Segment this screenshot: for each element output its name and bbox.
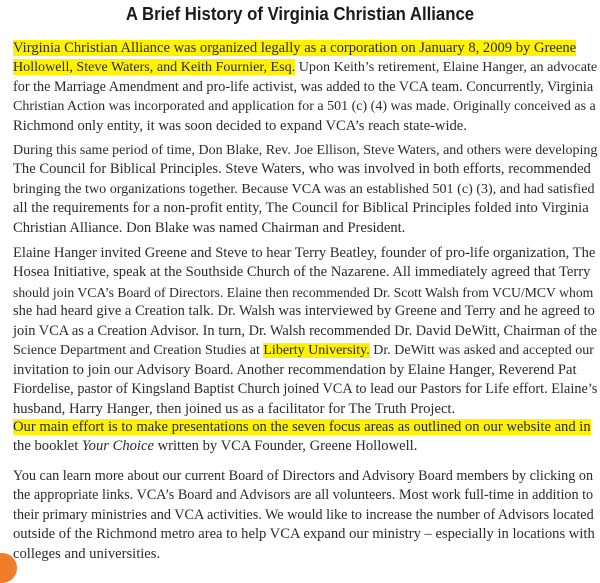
text-line: Christian Action was incorporated and application for a 501 (c) (4) was made. Originally conceived as a <box>13 99 596 115</box>
text-line: all the requirements for a non-profit entity, The Council for Biblical Principles folded into Virginia <box>13 200 589 217</box>
text-line: outside of the Richmond metro area to help VCA expand our ministry – especially in locations with <box>13 526 595 543</box>
text-line: bringing the two organizations together. Because VCA was an established 501 (c) (3), and had satisfied <box>13 180 595 197</box>
text-line: invitation to join our Advisory Board. Another recommendation by Elaine Hanger, Reverend Pat <box>13 361 577 378</box>
page-title: A Brief History of Virginia Christian Alliance <box>125 4 475 24</box>
text-line: You can learn more about our current Board of Directors and Advisory Board members by clicking on <box>13 468 594 484</box>
booklet-title: Your Choice <box>81 438 154 455</box>
paragraph-board <box>13 244 597 419</box>
text-span: the booklet <box>13 438 82 455</box>
text-line <box>13 39 597 58</box>
text-span: Dr. DeWitt was asked and accepted our <box>369 343 594 359</box>
text-line <box>13 418 597 437</box>
text-span: written by VCA Founder, Greene Hollowell. <box>153 438 418 455</box>
text-line <box>13 437 597 456</box>
text-line: the appropriate links. VCA’s Board and Advisors are all volunteers. Most work full-time in addition to <box>13 487 594 504</box>
text-line: During this same period of time, Don Blake, Rev. Joe Ellison, Steve Waters, and others were developing <box>13 143 598 158</box>
text-line: Elaine Hanger invited Greene and Steve to hear Terry Beatley, founder of pro-life organization, The <box>13 245 596 261</box>
text-line <box>13 341 597 360</box>
text-line: The Council for Biblical Principles. Steve Waters, who was involved in both efforts, recommended <box>13 161 591 178</box>
paragraph-council <box>13 141 597 238</box>
paragraph-founding <box>13 39 597 136</box>
text-span: Upon Keith’s retirement, Elaine Hanger, an advocate <box>295 59 598 76</box>
text-line: Fiordelise, pastor of Kingsland Baptist Church joined VCA to lead our Pastors for Life effort. Elaine’s <box>13 381 598 398</box>
text-line: should join VCA’s Board of Directors. Elaine then recommended Dr. Scott Walsh from VCU/MCV whom <box>13 284 594 300</box>
text-line: husband, Harry Hanger, then joined us as a facilitator for The Truth Project. <box>13 400 456 417</box>
text-line: their primary ministries and VCA activities. We would like to increase the number of Advisors located <box>13 506 594 523</box>
text-line: she had heard give a Creation talk. Dr. Walsh was interviewed by Greene and Terry and he agreed to <box>13 303 595 320</box>
text-line: for the Marriage Amendment and pro-life activist, was added to the VCA team. Concurrently, Virginia <box>13 78 594 95</box>
text-line: Hosea Initiative, speak at the Southside Church of the Nazarene. All immediately agreed that Terry <box>13 264 591 281</box>
text-span: Science Department and Creation Studies at <box>13 343 264 359</box>
text-line: Richmond only entity, it was soon decided to expand VCA’s reach state-wide. <box>13 117 467 134</box>
highlight: Virginia Christian Alliance was organized legally as a corporation on January 8, 2009 by Greene <box>13 40 577 56</box>
paragraph-learn-more <box>13 467 597 564</box>
highlight: Our main effort is to make presentations on the seven focus areas as outlined on our website and in <box>13 419 591 435</box>
text-line <box>13 58 597 77</box>
highlight: Hollowell, Steve Waters, and Keith Fournier, Esq. <box>13 59 296 76</box>
text-line: Christian Alliance. Don Blake was named Chairman and President. <box>13 219 406 236</box>
liberty-university-highlight: Liberty University. <box>263 343 370 359</box>
text-line: join VCA as a Creation Advisor. In turn, Dr. Walsh recommended Dr. David DeWitt, Chairman of the <box>13 322 598 339</box>
paragraph-main-effort <box>13 418 597 457</box>
text-line: colleges and universities. <box>13 545 161 562</box>
